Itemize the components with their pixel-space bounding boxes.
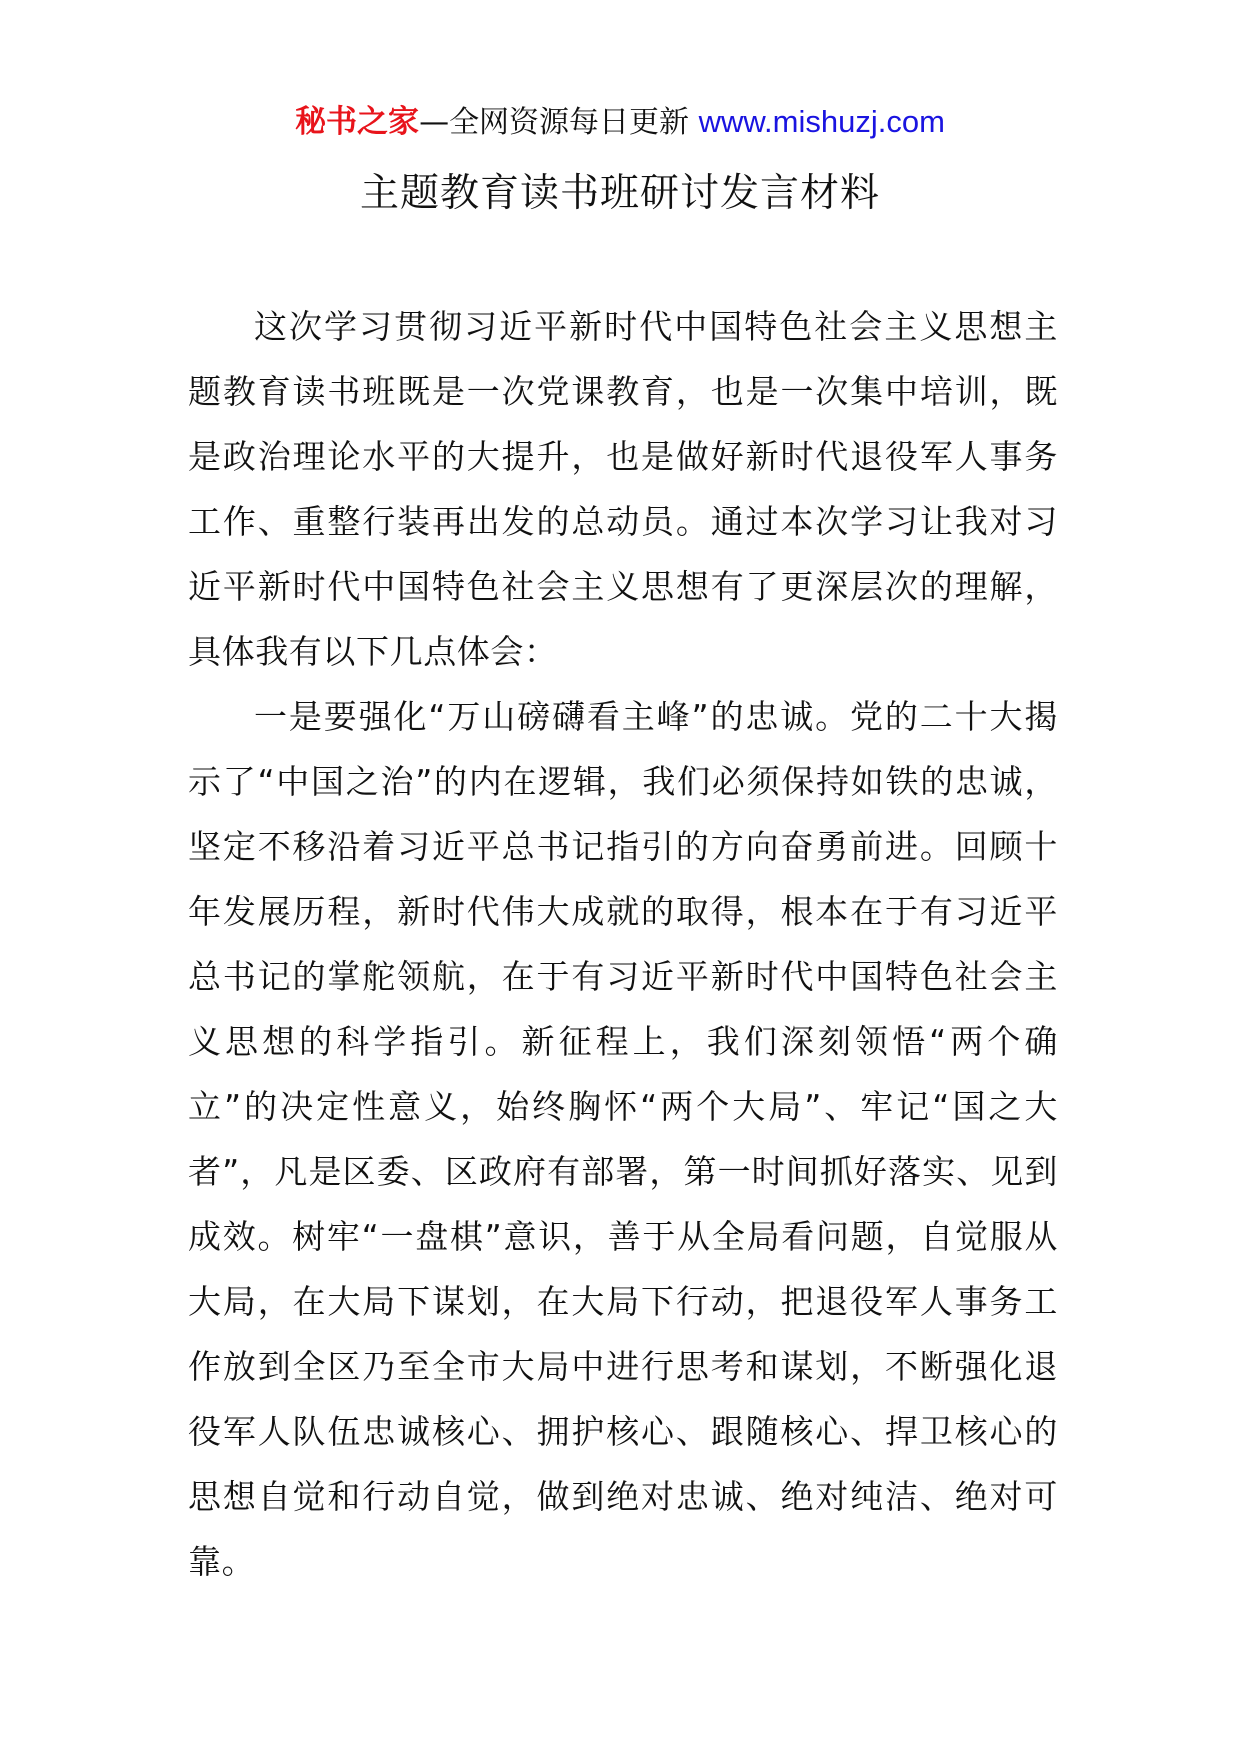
- document-body: [188, 294, 1058, 1594]
- site-url-link[interactable]: www.mishuzj.com: [698, 104, 945, 139]
- paragraph-intro: 这次学习贯彻习近平新时代中国特色社会主义思想主题教育读书班既是一次党课教育，也是一次集中培训，既是政治理论水平的大提升，也是做好新时代退役军人事务工作、重整行装再出发的总动员。通过本次学习让我对习近平新时代中国特色社会主义思想有了更深层次的理解，具体我有以下几点体会：: [188, 307, 1058, 671]
- watermark-header: [0, 102, 1240, 143]
- site-tagline: —全网资源每日更新: [419, 105, 690, 140]
- paragraph-point-one: 一是要强化“万山磅礴看主峰”的忠诚。党的二十大揭示了“中国之治”的内在逻辑，我们必须保持如铁的忠诚，坚定不移沿着习近平总书记指引的方向奋勇前进。回顾十年发展历程，新时代伟大成就的取得，根本在于有习近平总书记的掌舵领航，在于有习近平新时代中国特色社会主义思想的科学指引。新征程上，我们深刻领悟“两个确立”的决定性意义，始终胸怀“两个大局”、牢记“国之大者”，凡是区委、区政府有部署，第一时间抓好落实、见到成效。树牢“一盘棋”意识，善于从全局看问题，自觉服从大局，在大局下谋划，在大局下行动，把退役军人事务工作放到全区乃至全市大局中进行思考和谋划，不断强化退役军人队伍忠诚核心、拥护核心、跟随核心、捍卫核心的思想自觉和行动自觉，做到绝对忠诚、绝对纯洁、绝对可靠。: [188, 697, 1058, 1581]
- document-title: 主题教育读书班研讨发言材料: [359, 171, 880, 216]
- site-name: 秘书之家: [295, 104, 420, 140]
